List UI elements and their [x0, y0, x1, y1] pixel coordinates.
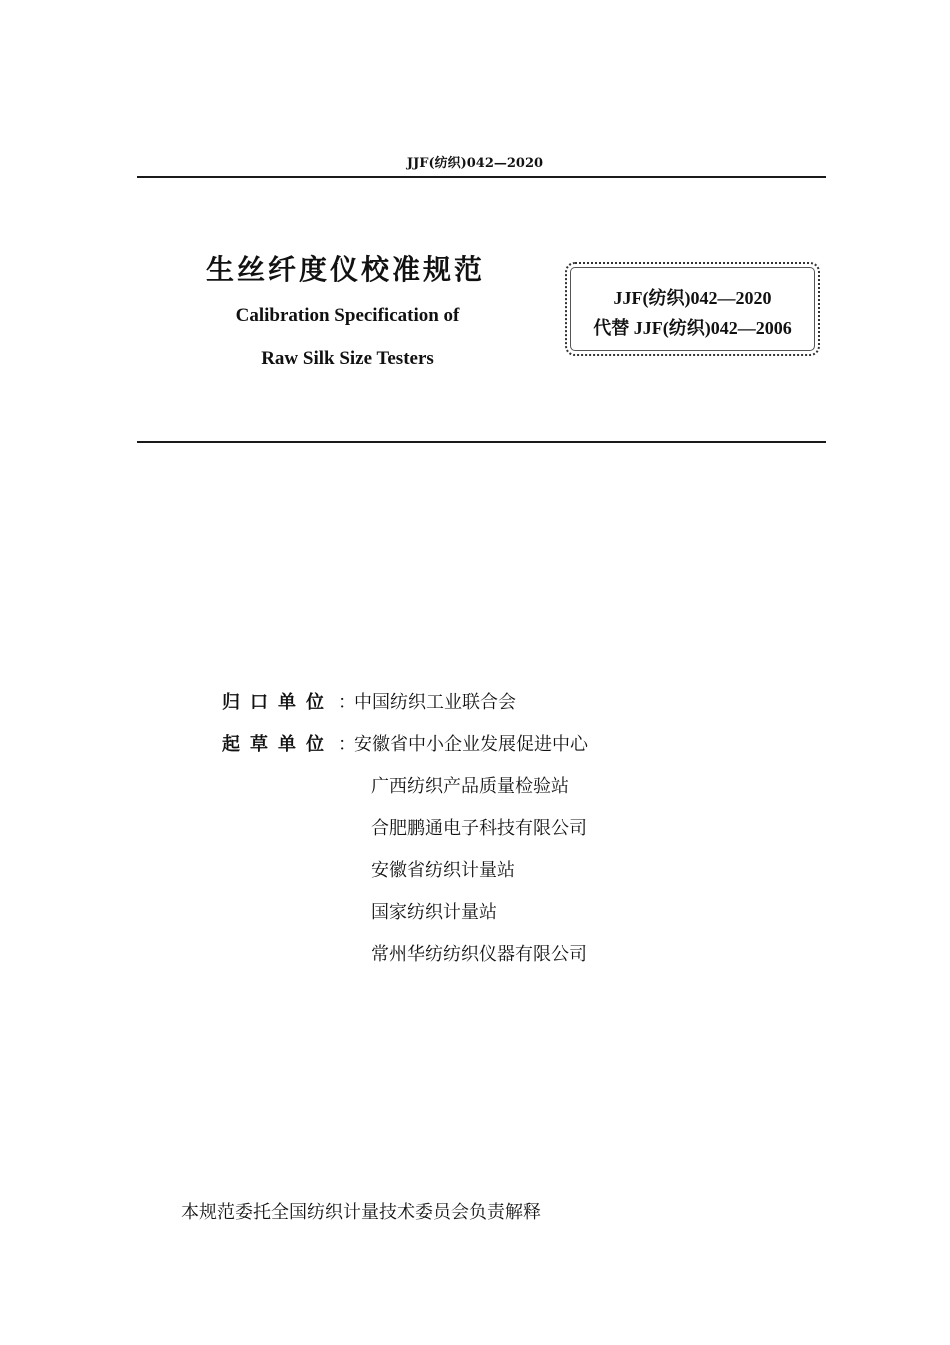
drafting-unit-value: 安徽省纺织计量站 — [371, 860, 515, 881]
drafting-unit-row — [222, 942, 588, 984]
drafting-unit-value: 安徽省中小企业发展促进中心 — [354, 734, 588, 755]
title-english-line2: Raw Silk Size Testers — [261, 348, 434, 369]
current-code: JJF(纺织)042—2020 — [613, 288, 772, 308]
title-english-line1: Calibration Specification of — [235, 305, 460, 326]
drafting-unit-label: 起草单位 — [222, 734, 334, 755]
drafting-unit-value: 合肥鹏通电子科技有限公司 — [371, 818, 587, 839]
responsible-unit-row — [222, 690, 588, 732]
drafting-unit-value: 常州华纺纺织仪器有限公司 — [371, 944, 587, 965]
replaced-code: 代替 JJF(纺织)042—2006 — [593, 318, 792, 338]
header-standard-code: JJF(纺织)042—2020 — [406, 156, 544, 171]
drafting-unit-row — [222, 900, 588, 942]
drafting-unit-row — [222, 858, 588, 900]
drafting-unit-row — [222, 774, 588, 816]
colon: ： — [338, 692, 356, 713]
drafting-unit-row — [222, 816, 588, 858]
responsible-unit-label: 归口单位 — [222, 692, 334, 713]
standard-code-box — [565, 262, 820, 356]
drafting-unit-row — [222, 732, 588, 774]
top-divider — [137, 176, 826, 178]
interpretation-note: 本规范委托全国纺织计量技术委员会负责解释 — [181, 1202, 541, 1223]
responsible-unit-value: 中国纺织工业联合会 — [354, 692, 516, 713]
drafting-unit-value: 广西纺织产品质量检验站 — [371, 776, 569, 797]
drafting-unit-value: 国家纺织计量站 — [371, 902, 497, 923]
middle-divider — [137, 441, 826, 443]
organizations-block — [222, 690, 588, 984]
colon: ： — [338, 734, 356, 755]
title-chinese: 生丝纤度仪校准规范 — [206, 253, 486, 286]
